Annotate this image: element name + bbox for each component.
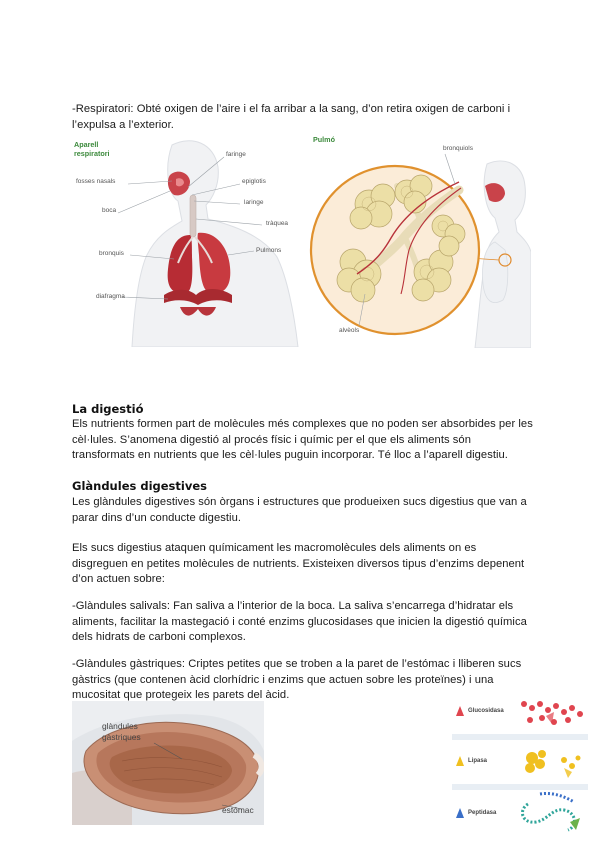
glands-paragraph-2: Els sucs digestius ataquen químicament les macromolècules dels aliments on es disgreguen en petites molècules de nutrients. Existeixen diversos tipus d’enzims depenent d’on actuen sobre:: [72, 542, 525, 585]
label-boca: boca: [102, 207, 117, 214]
label-alveols: alvèols: [339, 327, 360, 334]
label-faringe: faringe: [226, 151, 246, 158]
enzyme-label-glucosidase: Glucosidasa: [468, 708, 504, 714]
digestion-text: Els nutrients formen part de molècules més complexes que no poden ser absorbides per les cèl·lules. S’anomena digestió al procés físic i químic per el que els aliments són transformats en nutrients que les cèl·lules puguin incorporar. Té lloc a l’aparell digestiu.: [72, 418, 533, 461]
label-epiglotis: epiglotis: [242, 178, 266, 185]
label-diafragma: diafragma: [96, 293, 125, 300]
enzyme-panel: [452, 694, 588, 838]
enzyme-illustration: [452, 694, 588, 838]
label-bronquis: bronquis: [99, 250, 124, 257]
respiratory-system-illustration: [72, 137, 306, 347]
enzyme-label-peptidase: Peptidasa: [468, 810, 497, 816]
enzyme-label-lipase: Lipasa: [468, 758, 488, 764]
label-bronquiols: bronquiols: [443, 145, 473, 152]
label-traquea: tràquea: [266, 220, 289, 227]
label-gastric-glands: glàndules gàstriques: [102, 721, 141, 742]
respiratory-text: -Respiratori: Obté oxigen de l’aire i el fa arribar a la sang, d’on retira oxigen de carboni i l’expulsa a l’exterior.: [72, 103, 511, 131]
label-pulmons: Pulmons: [256, 247, 282, 254]
label-laringe: laringe: [244, 199, 264, 206]
figure-title-respiratory: Aparell respiratori: [74, 140, 110, 158]
respiratory-system-figure: [72, 137, 306, 347]
glands-paragraph-gastric: -Glàndules gàstriques: Criptes petites que se troben a la paret de l’estómac i lliberen sucs gàstrics (que contenen àcid clorhídric i enzims que actuen sobre les proteïnes) i una mucositat que protegeix les parets del àcid.: [72, 658, 522, 701]
heading-digestion: La digestió: [72, 402, 144, 416]
glands-paragraph-1: Les glàndules digestives són òrgans i estructures que produeixen sucs digestius que van a parar dins d’un conducte digestiu.: [72, 496, 527, 524]
label-fosses-nasals: fosses nasals: [76, 178, 116, 185]
glands-paragraph-salivary: -Glàndules salivals: Fan saliva a l’interior de la boca. La saliva s’encarrega d’hidratar els aliments, facilitar la mastegació i conté enzims glucosidases que inicien la digestió química dels hidrats de carboni complexos.: [72, 600, 527, 643]
lung-figure: [309, 134, 531, 348]
stomach-figure: [72, 701, 264, 825]
figure-title-lung: Pulmó: [313, 135, 335, 144]
heading-glands: Glàndules digestives: [72, 479, 207, 493]
label-stomach: estómac: [222, 805, 254, 815]
alveoli-illustration: [309, 134, 531, 348]
